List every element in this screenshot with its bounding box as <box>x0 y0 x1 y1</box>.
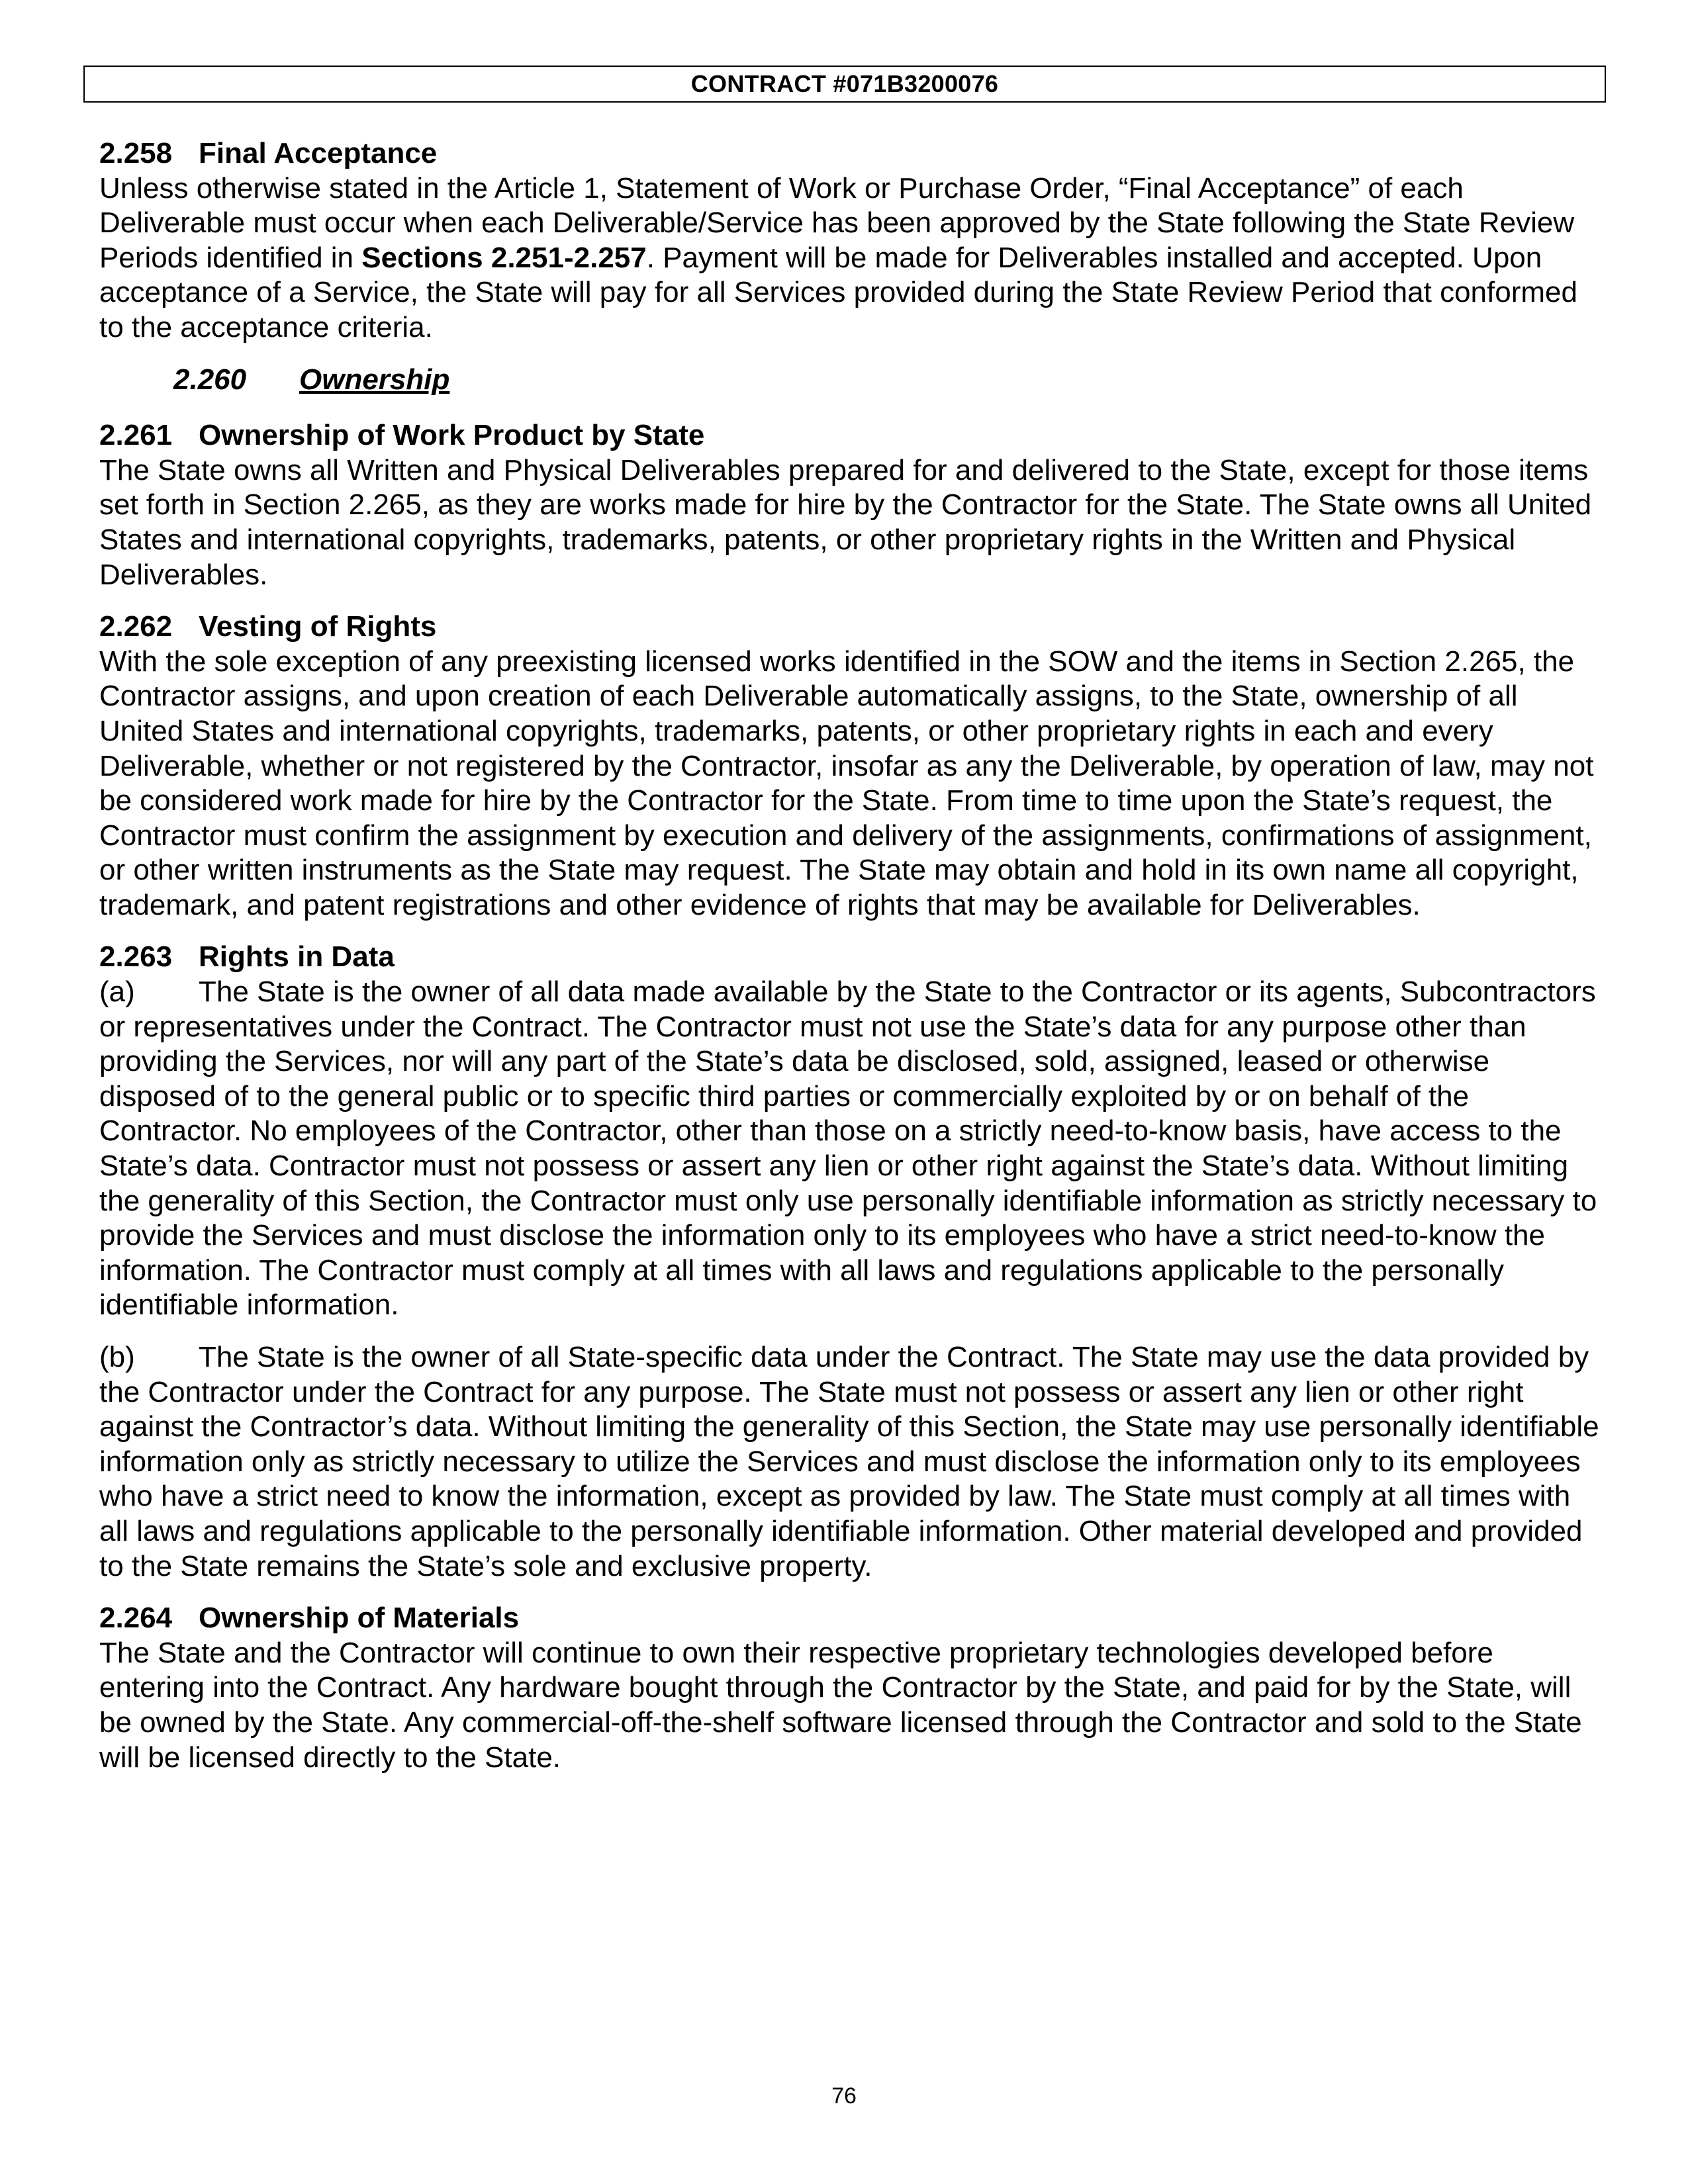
section-2-263 <box>99 940 1602 1584</box>
section-heading <box>99 1601 1602 1636</box>
section-heading <box>99 940 1602 975</box>
section-reference: Sections 2.251-2.257 <box>361 241 647 274</box>
section-2-261 <box>99 418 1602 592</box>
section-heading <box>99 610 1602 645</box>
section-title: Final Acceptance <box>199 137 438 169</box>
section-title: Ownership of Materials <box>199 1602 520 1635</box>
paragraph-text: . Payment will be made for Deliverables installed and accepted. Upon acceptance of a Service, the State will pay for all Services provided during the State Review Period that conformed to the acceptance criteria. <box>99 241 1577 343</box>
list-label: (a) <box>99 976 135 1009</box>
section-paragraph: The State and the Contractor will continue to own their respective proprietary technologies developed before entering into the Contract. Any hardware bought through the Contractor by the State, and paid for by the State, will be owned by the State. Any commercial-off-the-shelf software licensed through the Contractor and sold to the State will be licensed directly to the State. <box>99 1636 1582 1774</box>
section-paragraph: The State owns all Written and Physical Deliverables prepared for and delivered to the State, except for those items set forth in Section 2.265, as they are works made for hire by the Contractor for the State. The State owns all United States and international copyrights, trademarks, patents, or other proprietary rights in the Written and Physical Deliverables. <box>99 453 1592 591</box>
section-title: Rights in Data <box>199 940 395 974</box>
section-heading <box>99 418 1602 453</box>
paragraph-text: Unless otherwise stated in the Article 1, Statement of Work or Purchase Order, “Final Acceptance” of each Deliverable must occur when each Deliverable/Service has been approved by the State following the State Review Periods identified in <box>99 171 1575 274</box>
section-title: Ownership of Work Product by State <box>199 419 705 452</box>
section-paragraph <box>99 171 1602 345</box>
list-label: (b) <box>99 1341 135 1373</box>
section-number: 2.264 <box>99 1602 173 1635</box>
section-number: 2.258 <box>99 137 173 169</box>
list-text: The State is the owner of all State-specific data under the Contract. The State may use the data provided by the Contractor under the Contract for any purpose. The State must not possess or assert any lien or other right against the Contractor’s data. Without limiting the generality of this Section, the State may use personally identifiable information only as strictly necessary to utilize the Services and must disclose the information only to its employees who have a strict need to know the information, except as provided by law. The State must comply at all times with all laws and regulations applicable to the personally identifiable information. Other material developed and provided to the State remains the State’s sole and exclusive property. <box>99 1341 1599 1582</box>
section-number: 2.260 <box>173 363 247 396</box>
page-number: 76 <box>831 2083 857 2109</box>
section-number: 2.261 <box>99 419 173 452</box>
section-number: 2.262 <box>99 610 173 643</box>
contract-number: CONTRACT #071B3200076 <box>690 70 999 97</box>
section-2-260-heading <box>173 363 1602 398</box>
section-title: Ownership <box>299 363 450 396</box>
section-title: Vesting of Rights <box>199 610 437 643</box>
list-item-b <box>99 1340 1602 1584</box>
section-paragraph: With the sole exception of any preexisting licensed works identified in the SOW and the items in Section 2.265, the Contractor assigns, and upon creation of each Deliverable automatically assigns, to the State, ownership of all United States and international copyrights, trademarks, patents, or other proprietary rights in each and every Deliverable, whether or not registered by the Contractor, insofar as any the Deliverable, by operation of law, may not be considered work made for hire by the Contractor for the State. From time to time upon the State’s request, the Contractor must confirm the assignment by execution and delivery of the assignments, confirmations of assignment, or other written instruments as the State may request. The State may obtain and hold in its own name all copyright, trademark, and patent registrations and other evidence of rights that may be available for Deliverables. <box>99 645 1594 921</box>
document-body <box>99 136 1602 1792</box>
section-number: 2.263 <box>99 940 173 974</box>
list-text: The State is the owner of all data made available by the State to the Contractor or its agents, Subcontractors or representatives under the Contract. The Contractor must not use the State’s data for any purpose other than providing the Services, nor will any part of the State’s data be disclosed, sold, assigned, leased or otherwise disposed of to the general public or to specific third parties or commercially exploited by or on behalf of the Contractor. No employees of the Contractor, other than those on a strictly need-to-know basis, have access to the State’s data. Contractor must not possess or assert any lien or other right against the State’s data. Without limiting the generality of this Section, the Contractor must only use personally identifiable information as strictly necessary to provide the Services and must disclose the information only to its employees who have a strict need-to-know the information. The Contractor must comply at all times with all laws and regulations applicable to the personally identifiable information. <box>99 976 1597 1322</box>
list-item-a <box>99 975 1602 1323</box>
section-heading <box>99 136 1602 171</box>
contract-header <box>83 66 1606 103</box>
section-2-264 <box>99 1601 1602 1775</box>
section-2-258 <box>99 136 1602 345</box>
section-2-262 <box>99 610 1602 923</box>
